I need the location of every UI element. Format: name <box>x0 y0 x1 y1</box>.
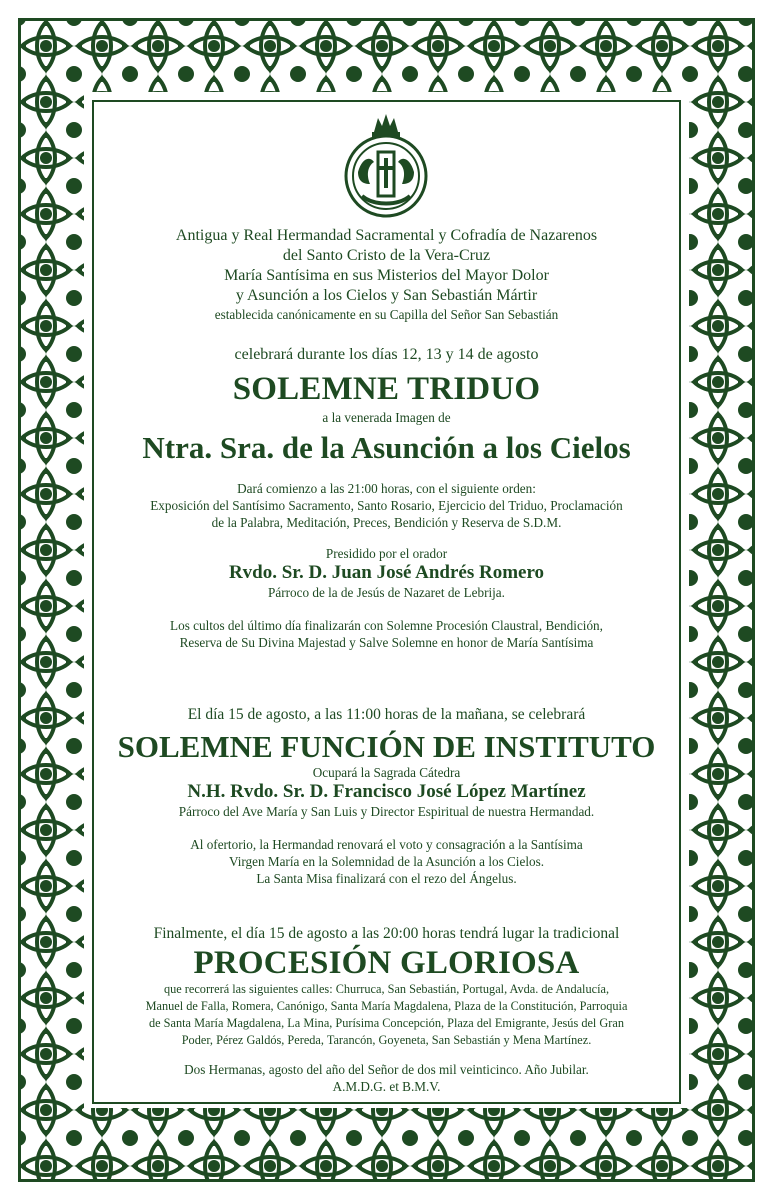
footer-line-1: Dos Hermanas, agosto del año del Señor de dos mil veinticinco. Año Jubilar. <box>184 1062 589 1077</box>
brotherhood-crest-icon <box>340 112 432 222</box>
funcion-vow-2: Virgen María en la Solemnidad de la Asunción a los Cielos. <box>228 854 545 869</box>
brotherhood-name-line1: Antigua y Real Hermandad Sacramental y Cofradía de Nazarenos <box>175 227 598 244</box>
triduo-orator-role: Párroco de la de Jesús de Nazaret de Lebrija. <box>268 585 505 600</box>
triduo-order-1: Dará comienzo a las 21:00 horas, con el siguiente orden: <box>237 481 536 496</box>
procesion-intro: Finalmente, el día 15 de agosto a las 20:00 horas tendrá lugar la tradicional <box>153 925 620 942</box>
triduo-intro: celebrará durante los días 12, 13 y 14 de agosto <box>234 346 539 363</box>
funcion-vow-1: Al ofertorio, la Hermandad renovará el voto y consagración a la Santísima <box>190 837 583 852</box>
procesion-route-4: Poder, Pérez Galdós, Pereda, Tarancón, Goyeneta, San Sebastián y Mena Martínez. <box>181 1033 592 1047</box>
brotherhood-name-line2: del Santo Cristo de la Vera-Cruz <box>282 247 491 264</box>
footer-line-2: A.M.D.G. et B.M.V. <box>332 1079 441 1094</box>
triduo-orator: Rvdo. Sr. D. Juan José Andrés Romero <box>228 562 545 583</box>
funcion-vow-3: La Santa Misa finalizará con el rezo del Ángelus. <box>256 871 517 886</box>
brotherhood-name-line5: establecida canónicamente en su Capilla del Señor San Sebastián <box>214 307 559 322</box>
triduo-block <box>100 345 673 651</box>
header-block <box>100 226 673 323</box>
triduo-presided: Presidido por el orador <box>325 546 448 561</box>
funcion-title: SOLEMNE FUNCIÓN DE INSTITUTO <box>117 729 656 764</box>
procesion-title: PROCESIÓN GLORIOSA <box>193 945 580 981</box>
funcion-block <box>100 705 673 887</box>
brotherhood-name-line4: y Asunción a los Cielos y San Sebastián Mártir <box>235 287 538 304</box>
triduo-subtitle: a la venerada Imagen de <box>322 410 451 425</box>
triduo-order-2: Exposición del Santísimo Sacramento, Santo Rosario, Ejercicio del Triduo, Proclamación <box>150 498 623 513</box>
image-name: Ntra. Sra. de la Asunción a los Cielos <box>142 430 631 465</box>
procesion-route-1: que recorrerá las siguientes calles: Churruca, San Sebastián, Portugal, Avda. de Andalucía, <box>163 982 610 996</box>
procesion-route-3: de Santa María Magdalena, La Mina, Purísima Concepción, Plaza del Emigrante, Jesús del Gran <box>149 1016 624 1030</box>
triduo-order-3: de la Palabra, Meditación, Preces, Bendición y Reserva de S.D.M. <box>211 515 562 530</box>
funcion-orator-role: Párroco del Ave María y San Luis y Director Espiritual de nuestra Hermandad. <box>178 804 595 819</box>
brotherhood-name-line3: María Santísima en sus Misterios del Mayor Dolor <box>224 267 549 284</box>
funcion-subtitle: Ocupará la Sagrada Cátedra <box>312 765 461 780</box>
funcion-orator: N.H. Rvdo. Sr. D. Francisco José López Martínez <box>187 781 586 802</box>
procesion-route-2: Manuel de Falla, Romera, Canónigo, Santa María Magdalena, Plaza de la Constitución, Parroquia <box>145 999 628 1013</box>
triduo-close-2: Reserva de Su Divina Majestad y Salve Solemne en honor de María Santísima <box>179 635 594 650</box>
triduo-close-1: Los cultos del último día finalizarán con Solemne Procesión Claustral, Bendición, <box>170 618 603 633</box>
funcion-intro: El día 15 de agosto, a las 11:00 horas de la mañana, se celebrará <box>187 706 586 723</box>
procesion-block <box>100 924 673 1095</box>
triduo-title: SOLEMNE TRIDUO <box>232 371 541 407</box>
